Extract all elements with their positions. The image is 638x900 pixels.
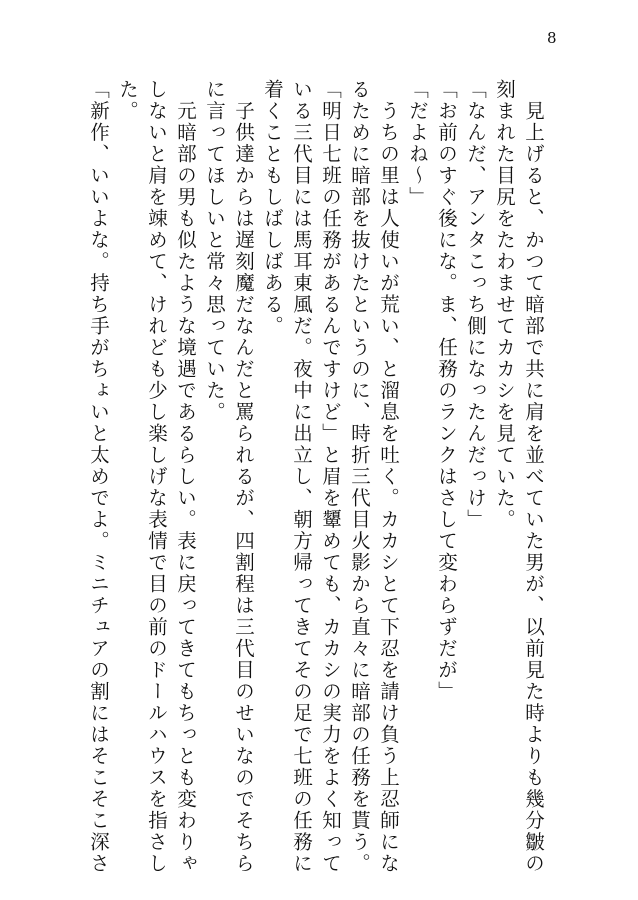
text-line: 見上げると、かつて暗部で共に肩を並べていた男が、以前見た時よりも幾分皺の (522, 79, 545, 875)
text-line: に言ってほしいと常々思っていた。 (203, 79, 226, 423)
text-line: るために暗部を抜けたというのに、時折三代目火影から直々に暗部の任務を貰う。 (348, 79, 371, 875)
text-line: うちの里は人使いが荒い、と溜息を吐く。カカシとて下忍を請け負う上忍師にな (377, 79, 400, 875)
text-line: 「明日七班の任務があるんですけど」と眉を顰めても、カカシの実力をよく知って (319, 79, 342, 875)
text-line: た。 (116, 79, 139, 122)
text-line: 「なんだ、アンタこっち側になったんだっけ」 (464, 79, 487, 531)
text-line: 着くこともしばしばある。 (261, 79, 284, 337)
page-number: 8 (547, 29, 557, 47)
text-line: しないと肩を竦めて、けれども少し楽しげな表情で目の前のドールハウスを指さし (145, 79, 168, 875)
vertical-text-body (86, 79, 543, 879)
text-line: 元暗部の男も似たような境遇であるらしい。表に戻ってきてもちっとも変わりゃ (174, 79, 197, 875)
text-line: いる三代目には馬耳東風だ。夜中に出立し、朝方帰ってきてその足で七班の任務に (290, 79, 313, 875)
text-line: 「お前のすぐ後にな。ま、任務のランクはさして変わらずだが」 (435, 79, 458, 703)
text-line: 子供達からは遅刻魔だなんだと罵られるが、四割程は三代目のせいなのでそちら (232, 79, 255, 875)
text-line: 刻まれた目尻をたわませてカカシを見ていた。 (493, 79, 516, 531)
text-line: 「新作、いいよな。持ち手がちょいと太めでよ。ミニチュアの割にはそこそこ深さ (87, 79, 110, 875)
text-line: 「だよね～」 (406, 79, 429, 208)
